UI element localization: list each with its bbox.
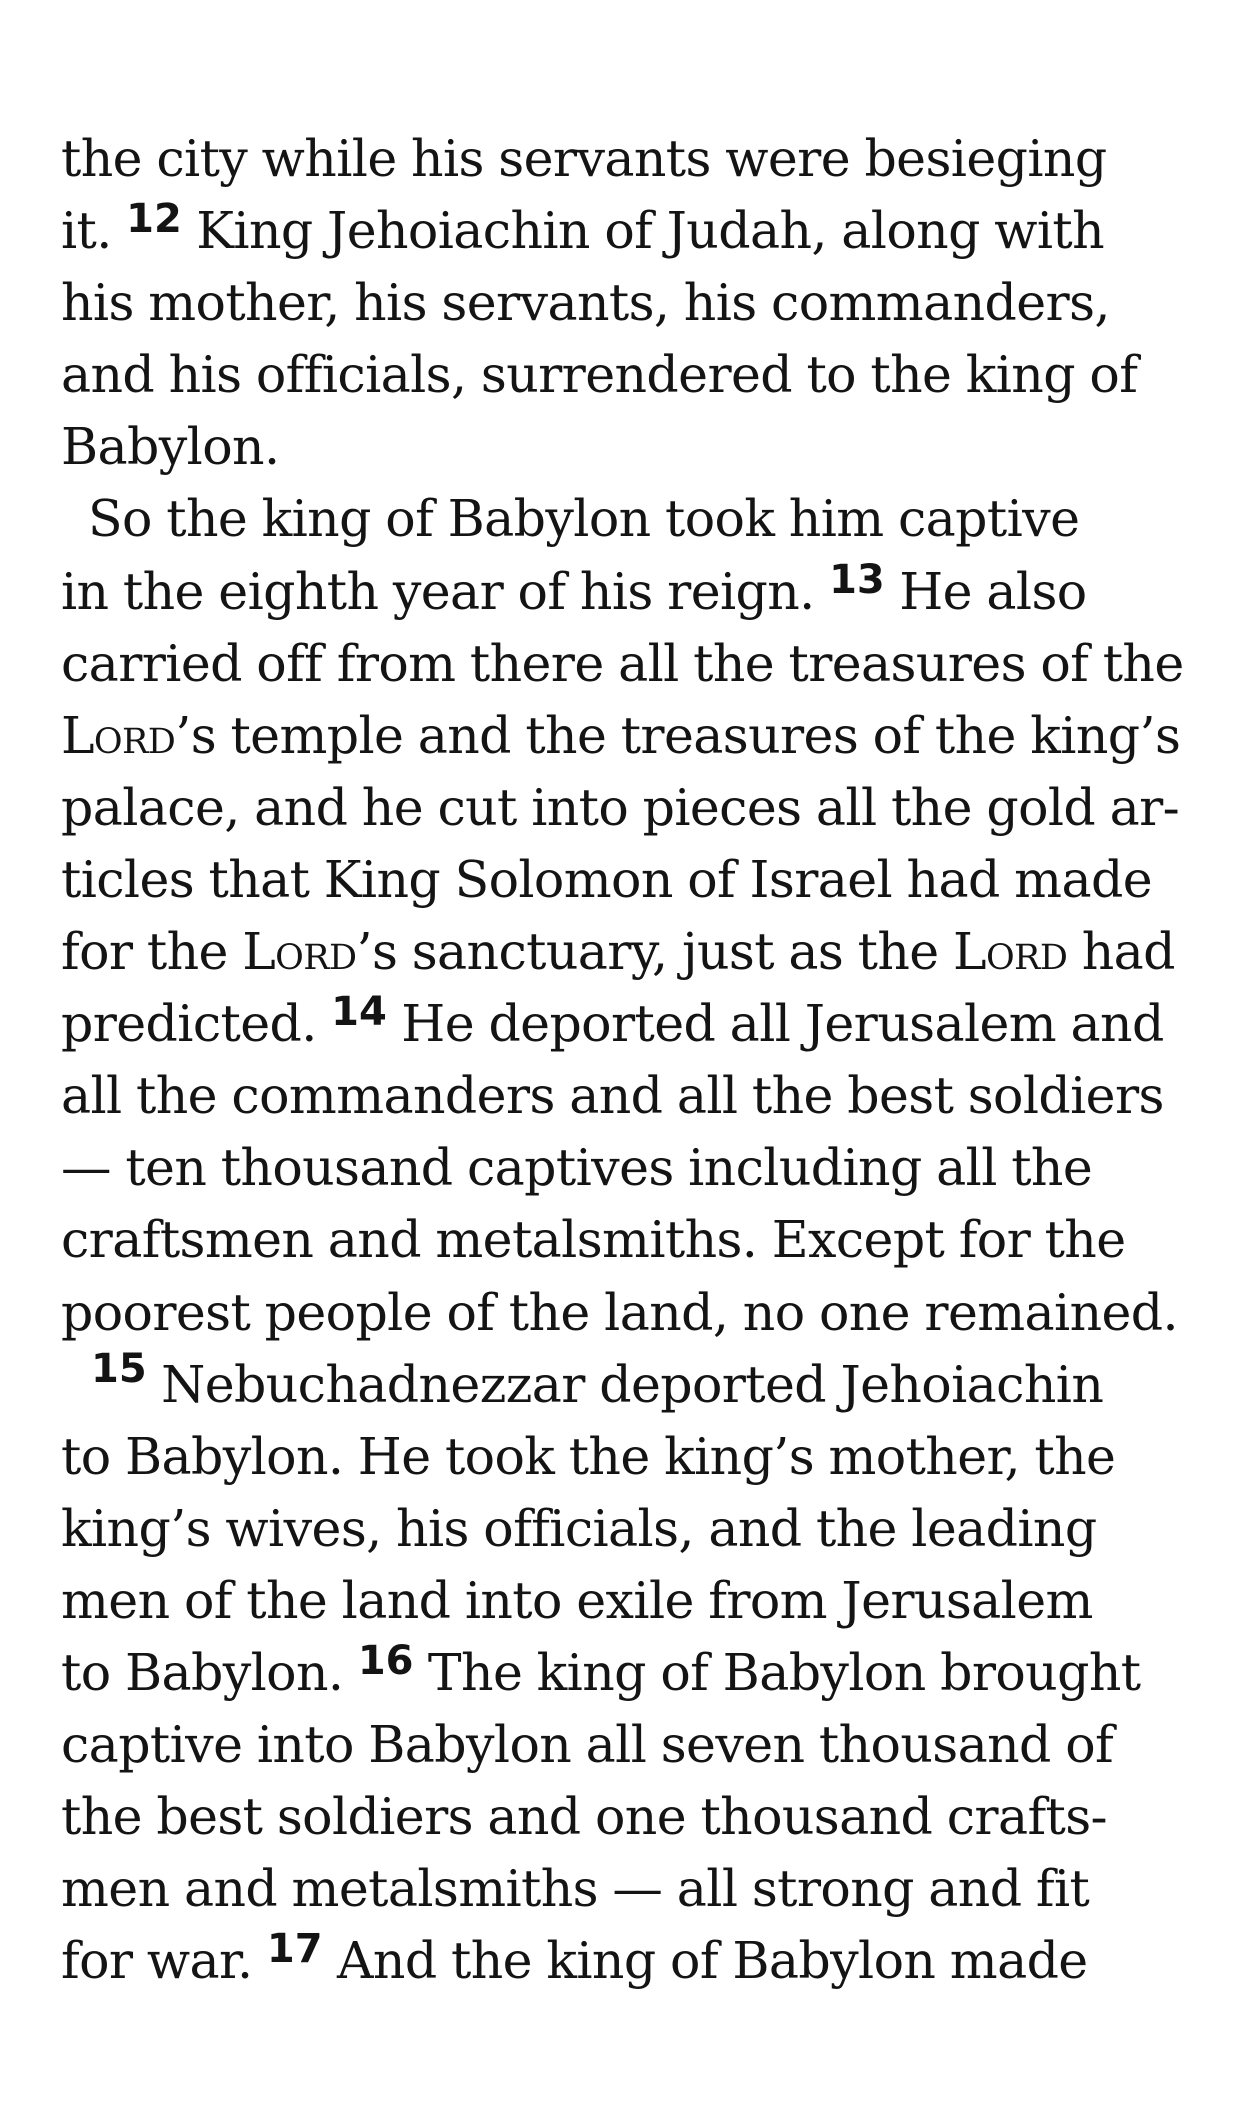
line-text: ’s sanctuary, just as the [356, 922, 954, 982]
verse-number: 17 [266, 1926, 323, 1973]
line-text: had [1067, 922, 1175, 982]
text-line: all the commanders and all the best soldiers [61, 1066, 1164, 1126]
line-text: in the eighth year of his reign. [61, 561, 830, 621]
line-text: for the [61, 922, 243, 982]
verse-number: 13 [829, 556, 885, 603]
text-line: and his officials, surrendered to the king of [61, 345, 1138, 405]
text-line: men and metalsmiths — all strong and fit [61, 1859, 1090, 1919]
text-line: craftsmen and metalsmiths. Except for the [61, 1210, 1126, 1270]
text-line [61, 1637, 1201, 1709]
text-line [61, 556, 1201, 628]
text-line [61, 1925, 1201, 1997]
line-text: to Babylon. [61, 1642, 358, 1702]
divine-name: Lord [61, 705, 176, 765]
verse-number: 15 [91, 1345, 147, 1392]
line-text: predicted. [61, 994, 332, 1054]
scripture-text [61, 123, 1201, 1997]
divine-name: Lord [953, 922, 1068, 982]
text-line: the city while his servants were besieging [61, 129, 1107, 188]
text-line [61, 700, 1201, 772]
text-line: poorest people of the land, no one remained. [61, 1282, 1178, 1342]
verse-number: 16 [357, 1637, 414, 1684]
line-text: He also [884, 561, 1087, 621]
text-line: Babylon. [61, 417, 280, 477]
paragraph-start-line: So the king of Babylon took him captive [88, 489, 1080, 549]
text-line: to Babylon. He took the king’s mother, the [61, 1426, 1116, 1486]
text-line: king’s wives, his officials, and the leading [61, 1498, 1097, 1558]
line-text: it. [61, 201, 127, 261]
text-line: his mother, his servants, his commanders, [61, 273, 1110, 333]
verse-number: 14 [331, 989, 387, 1036]
verse-number: 12 [126, 196, 182, 243]
text-line: carried off from there all the treasures of the [61, 633, 1184, 693]
line-text: Nebuchadnezzar deported Jehoiachin [146, 1354, 1104, 1414]
text-line [61, 195, 1201, 267]
text-line [61, 988, 1201, 1060]
text-line: — ten thousand captives including all the [61, 1138, 1093, 1198]
line-text: He deported all Jerusalem and [386, 994, 1164, 1054]
text-line: palace, and he cut into pieces all the gold ar- [61, 777, 1180, 837]
line-text: ’s temple and the treasures of the king’s [175, 705, 1181, 765]
text-line: men of the land into exile from Jerusalem [61, 1570, 1093, 1630]
line-text: King Jehoiachin of Judah, along with [181, 201, 1105, 261]
line-text: for war. [61, 1931, 267, 1991]
paragraph-start-line [61, 1345, 1201, 1421]
text-line [61, 916, 1201, 988]
line-text: The king of Babylon brought [413, 1642, 1141, 1702]
line-text: And the king of Babylon made [322, 1931, 1088, 1991]
divine-name: Lord [242, 922, 357, 982]
text-line: ticles that King Solomon of Israel had made [61, 849, 1152, 909]
text-line: captive into Babylon all seven thousand of [61, 1715, 1114, 1775]
text-line: the best soldiers and one thousand crafts- [61, 1787, 1108, 1847]
